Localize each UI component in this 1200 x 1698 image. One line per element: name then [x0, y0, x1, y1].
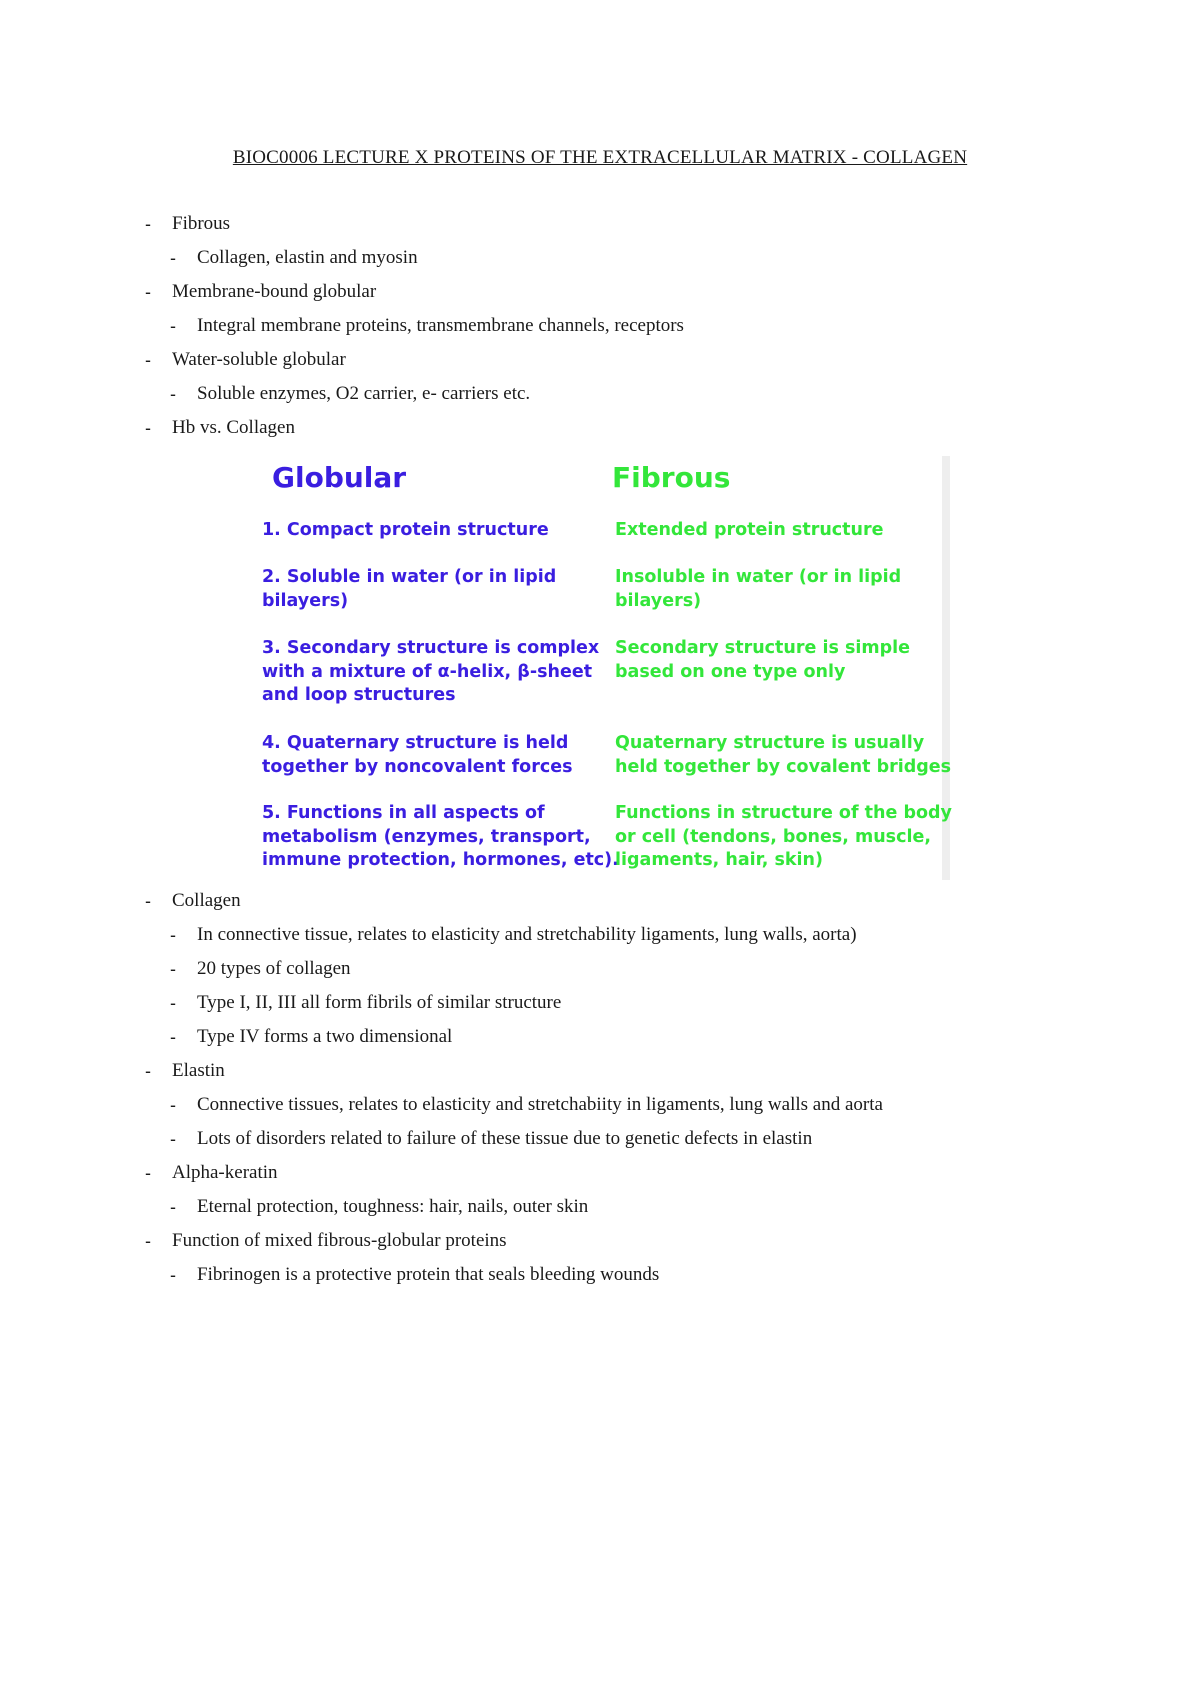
list-item [145, 1229, 507, 1253]
bullet-dash: - [145, 282, 151, 302]
bullet-dash: - [145, 1163, 151, 1183]
list-item-text: Collagen, elastin and myosin [197, 247, 418, 268]
globular-cell: 5. Functions in all aspects of metabolism (enzymes, transport, immune protection, hormones, etc). [262, 803, 619, 870]
bullet-dash: - [170, 1197, 176, 1217]
fibrous-cell: Functions in structure of the body or cell (tendons, bones, muscle, ligaments, hair, skin) [615, 803, 952, 870]
fibrous-heading: Fibrous [612, 461, 731, 494]
list-item [145, 1059, 225, 1083]
fibrous-cell: Extended protein structure [615, 520, 884, 540]
list-item-text: Elastin [172, 1060, 225, 1081]
list-item [145, 416, 295, 440]
document-title: BIOC0006 LECTURE X PROTEINS OF THE EXTRACELLULAR MATRIX - COLLAGEN [232, 147, 968, 168]
bullet-dash: - [145, 350, 151, 370]
list-item-text: Water-soluble globular [172, 349, 346, 370]
list-item-text: Lots of disorders related to failure of these tissue due to genetic defects in elastin [197, 1128, 813, 1149]
list-item-text: Collagen [172, 890, 241, 911]
globular-vs-fibrous-figure [253, 456, 950, 880]
bullet-dash: - [170, 925, 176, 945]
globular-cell: 1. Compact protein structure [262, 520, 549, 540]
list-item-text: 20 types of collagen [197, 958, 351, 979]
list-item-text: Hb vs. Collagen [172, 417, 295, 438]
bullet-dash: - [170, 1027, 176, 1047]
fibrous-cell: Quaternary structure is usually held together by covalent bridges [615, 733, 952, 777]
bullet-dash: - [170, 993, 176, 1013]
bullet-dash: - [170, 1129, 176, 1149]
bullet-dash: - [145, 1231, 151, 1251]
list-item [170, 1127, 813, 1151]
globular-cell: 2. Soluble in water (or in lipid bilayers) [262, 567, 557, 611]
list-item-text: Type IV forms a two dimensional [197, 1026, 453, 1047]
list-item-text: Type I, II, III all form fibrils of similar structure [197, 992, 562, 1013]
bullet-dash: - [145, 418, 151, 438]
list-item [170, 991, 562, 1015]
list-item-text: Eternal protection, toughness: hair, nails, outer skin [197, 1196, 589, 1217]
bullet-dash: - [170, 384, 176, 404]
bullet-dash: - [170, 1265, 176, 1285]
list-item-text: Integral membrane proteins, transmembrane channels, receptors [197, 315, 684, 336]
list-item-text: Fibrinogen is a protective protein that seals bleeding wounds [197, 1264, 660, 1285]
list-item [170, 1263, 660, 1287]
list-item [145, 1161, 278, 1185]
globular-heading: Globular [272, 461, 407, 494]
list-item [170, 1195, 589, 1219]
globular-cell: 4. Quaternary structure is held together by noncovalent forces [262, 733, 573, 777]
list-item [145, 212, 231, 236]
list-item-text: Alpha-keratin [172, 1162, 278, 1183]
list-item-text: Membrane-bound globular [172, 281, 377, 302]
list-item [170, 1025, 453, 1049]
list-item [170, 314, 684, 338]
list-item [170, 1093, 883, 1117]
bullet-dash: - [170, 248, 176, 268]
globular-cell: 3. Secondary structure is complex with a mixture of α-helix, β-sheet and loop structures [262, 638, 600, 705]
fibrous-cell: Secondary structure is simple based on one type only [615, 638, 911, 682]
list-item [170, 923, 857, 947]
bullet-dash: - [145, 214, 151, 234]
bullet-dash: - [145, 891, 151, 911]
list-item [145, 348, 346, 372]
bullet-dash: - [170, 959, 176, 979]
list-item-text: Soluble enzymes, O2 carrier, e- carriers etc. [197, 383, 531, 404]
bullet-dash: - [145, 1061, 151, 1081]
list-item [170, 382, 531, 406]
bullet-dash: - [170, 1095, 176, 1115]
list-item-text: Fibrous [172, 213, 231, 234]
list-item [170, 246, 418, 270]
fibrous-cell: Insoluble in water (or in lipid bilayers) [615, 567, 902, 611]
bullet-dash: - [170, 316, 176, 336]
list-item [145, 889, 241, 913]
list-item-text: In connective tissue, relates to elasticity and stretchability ligaments, lung walls, aorta) [197, 924, 857, 945]
list-item-text: Function of mixed fibrous-globular proteins [172, 1230, 507, 1251]
list-item-text: Connective tissues, relates to elasticity and stretchabiity in ligaments, lung walls and aorta [197, 1094, 883, 1115]
list-item [170, 957, 351, 981]
list-item [145, 280, 377, 304]
